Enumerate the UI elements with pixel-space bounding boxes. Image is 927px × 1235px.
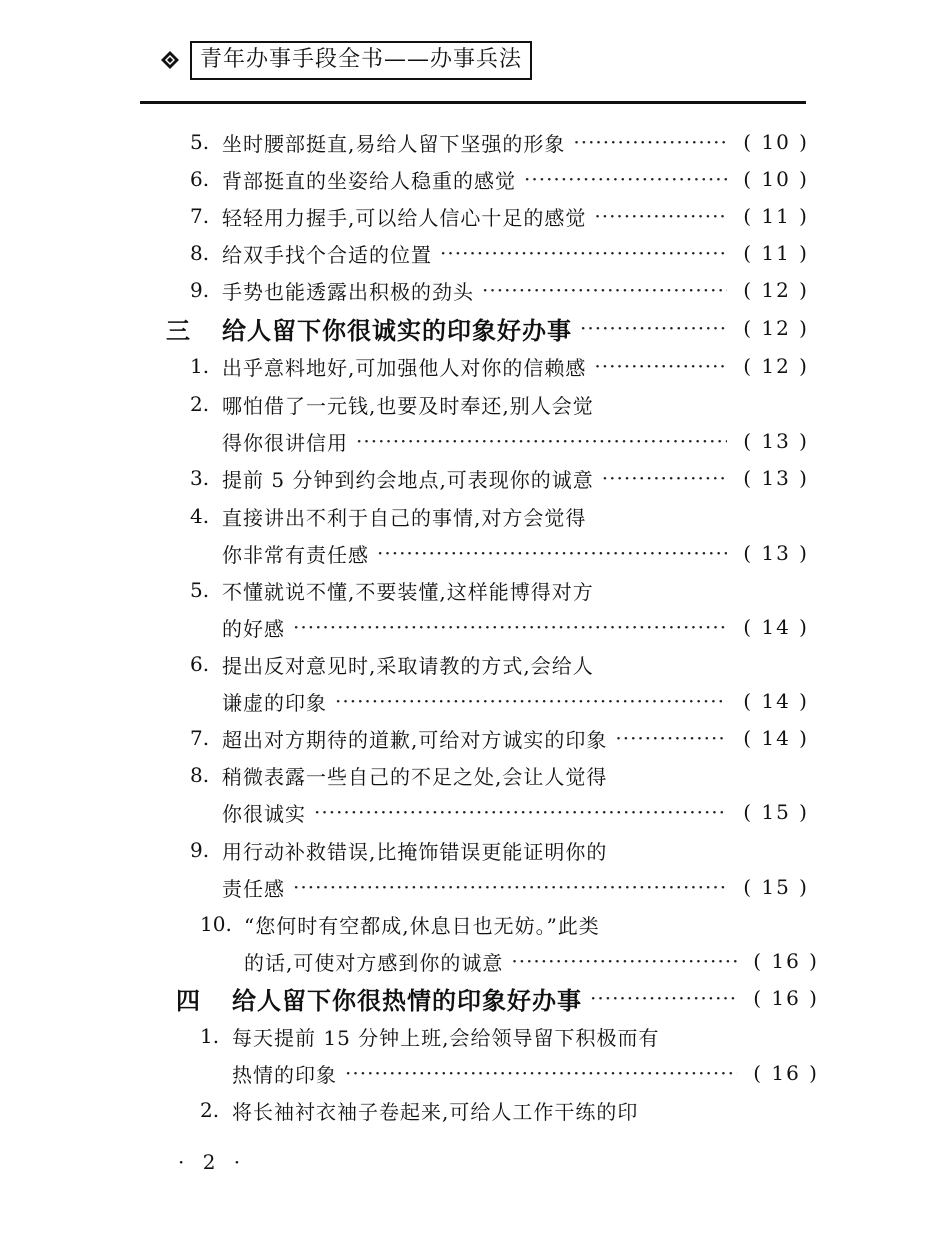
entry-title: 给双手找个合适的位置	[222, 242, 432, 267]
entry-title: 将长袖衬衣袖子卷起来,可给人工作干练的印	[232, 1099, 639, 1124]
book-title: 青年办事手段全书——办事兵法	[190, 41, 532, 80]
leader-dots	[377, 541, 727, 565]
leader-dots	[590, 986, 737, 1010]
toc-entry-continuation	[222, 869, 809, 905]
toc-entry	[190, 498, 809, 534]
toc-entry	[190, 124, 809, 160]
page-ref: ( 11 )	[743, 241, 809, 265]
entry-title: 稍微表露一些自己的不足之处,会让人觉得	[222, 764, 608, 789]
toc-entry	[200, 906, 819, 942]
page-ref: ( 10 )	[743, 130, 809, 154]
toc-section	[176, 980, 819, 1016]
page-ref: ( 14 )	[743, 726, 809, 750]
entry-number: 9.	[190, 278, 210, 302]
diamond-ornament-icon	[160, 50, 180, 70]
toc-entry	[190, 235, 809, 271]
page-number: · 2 ·	[178, 1150, 247, 1174]
toc-entry	[190, 161, 809, 197]
entry-title: 热情的印象	[232, 1062, 337, 1087]
entry-number: 5.	[190, 130, 210, 154]
entry-title: 轻轻用力握手,可以给人信心十足的感觉	[222, 205, 587, 230]
entry-title: 哪怕借了一元钱,也要及时奉还,别人会觉	[222, 393, 594, 418]
toc-entry	[190, 272, 809, 308]
toc-entry	[190, 348, 809, 384]
toc-entry	[190, 832, 809, 868]
entry-number: 10.	[200, 912, 232, 936]
page-ref: ( 16 )	[753, 949, 819, 973]
leader-dots	[573, 130, 727, 154]
leader-dots	[511, 949, 737, 973]
leader-dots	[482, 278, 727, 302]
entry-title: 提前 5 分钟到约会地点,可表现你的诚意	[222, 467, 594, 492]
page-ref: ( 15 )	[743, 800, 809, 824]
leader-dots	[345, 1061, 737, 1085]
leader-dots	[580, 316, 727, 340]
page-ref: ( 13 )	[743, 466, 809, 490]
section-title: 给人留下你很诚实的印象好办事	[222, 315, 572, 345]
section-title: 给人留下你很热情的印象好办事	[232, 985, 582, 1015]
entry-number: 6.	[190, 167, 210, 191]
entry-title: 的好感	[222, 616, 285, 641]
entry-title: 每天提前 15 分钟上班,会给领导留下积极而有	[232, 1025, 660, 1050]
entry-number: 1.	[200, 1024, 220, 1048]
toc-entry	[190, 572, 809, 608]
leader-dots	[615, 726, 727, 750]
toc-entry	[200, 1092, 819, 1128]
entry-title: 直接讲出不利于自己的事情,对方会觉得	[222, 505, 587, 530]
entry-title: 得你很讲信用	[222, 430, 348, 455]
entry-number: 8.	[190, 763, 210, 787]
leader-dots	[440, 241, 727, 265]
toc-entry	[190, 646, 809, 682]
page-ref: ( 14 )	[743, 615, 809, 639]
entry-number: 2.	[200, 1098, 220, 1122]
entry-number: 4.	[190, 504, 210, 528]
entry-title: 超出对方期待的道歉,可给对方诚实的印象	[222, 727, 608, 752]
entry-number: 2.	[190, 392, 210, 416]
entry-number: 6.	[190, 652, 210, 676]
entry-title: 坐时腰部挺直,易给人留下坚强的形象	[222, 131, 566, 156]
entry-title: 提出反对意见时,采取请教的方式,会给人	[222, 653, 594, 678]
page-ref: ( 13 )	[743, 429, 809, 453]
page-ref: ( 12 )	[743, 354, 809, 378]
toc-entry-continuation	[222, 609, 809, 645]
page-ref: ( 13 )	[743, 541, 809, 565]
entry-title: 用行动补救错误,比掩饰错误更能证明你的	[222, 839, 608, 864]
toc-section	[166, 310, 809, 346]
entry-title: 手势也能透露出积极的劲头	[222, 279, 474, 304]
page-ref: ( 15 )	[743, 875, 809, 899]
toc-entry-continuation	[244, 943, 819, 979]
running-header	[160, 38, 532, 82]
leader-dots	[594, 354, 727, 378]
toc-entry-continuation	[232, 1055, 819, 1091]
entry-number: 9.	[190, 838, 210, 862]
page-ref: ( 16 )	[753, 986, 819, 1010]
entry-number: 1.	[190, 354, 210, 378]
page-ref: ( 12 )	[743, 316, 809, 340]
entry-title: 谦虚的印象	[222, 690, 327, 715]
entry-number: 8.	[190, 241, 210, 265]
entry-number: 5.	[190, 578, 210, 602]
entry-number: 3.	[190, 466, 210, 490]
toc-entry	[200, 1018, 819, 1054]
leader-dots	[293, 615, 727, 639]
section-number: 三	[166, 315, 190, 345]
leader-dots	[293, 875, 727, 899]
entry-title: 的话,可使对方感到你的诚意	[244, 950, 504, 975]
leader-dots	[594, 204, 727, 228]
section-number: 四	[176, 985, 200, 1015]
entry-number: 7.	[190, 204, 210, 228]
toc-entry	[190, 757, 809, 793]
toc-entry-continuation	[222, 535, 809, 571]
header-rule	[140, 101, 806, 104]
entry-title: 出乎意料地好,可加强他人对你的信赖感	[222, 355, 587, 380]
leader-dots	[602, 466, 727, 490]
leader-dots	[356, 429, 727, 453]
toc-entry-continuation	[222, 794, 809, 830]
page-ref: ( 10 )	[743, 167, 809, 191]
entry-title: 责任感	[222, 876, 285, 901]
leader-dots	[524, 167, 727, 191]
entry-title: 背部挺直的坐姿给人稳重的感觉	[222, 168, 516, 193]
entry-title: “您何时有空都成,休息日也无妨。”此类	[244, 913, 600, 938]
toc-entry	[190, 460, 809, 496]
toc-entry	[190, 720, 809, 756]
entry-title: 不懂就说不懂,不要装懂,这样能博得对方	[222, 579, 594, 604]
toc-entry	[190, 386, 809, 422]
page-ref: ( 12 )	[743, 278, 809, 302]
page-ref: ( 16 )	[753, 1061, 819, 1085]
entry-title: 你非常有责任感	[222, 542, 369, 567]
leader-dots	[314, 800, 727, 824]
entry-title: 你很诚实	[222, 801, 306, 826]
toc-entry-continuation	[222, 423, 809, 459]
toc-entry	[190, 198, 809, 234]
toc-entry-continuation	[222, 683, 809, 719]
page-ref: ( 11 )	[743, 204, 809, 228]
entry-number: 7.	[190, 726, 210, 750]
page-ref: ( 14 )	[743, 689, 809, 713]
leader-dots	[335, 689, 727, 713]
